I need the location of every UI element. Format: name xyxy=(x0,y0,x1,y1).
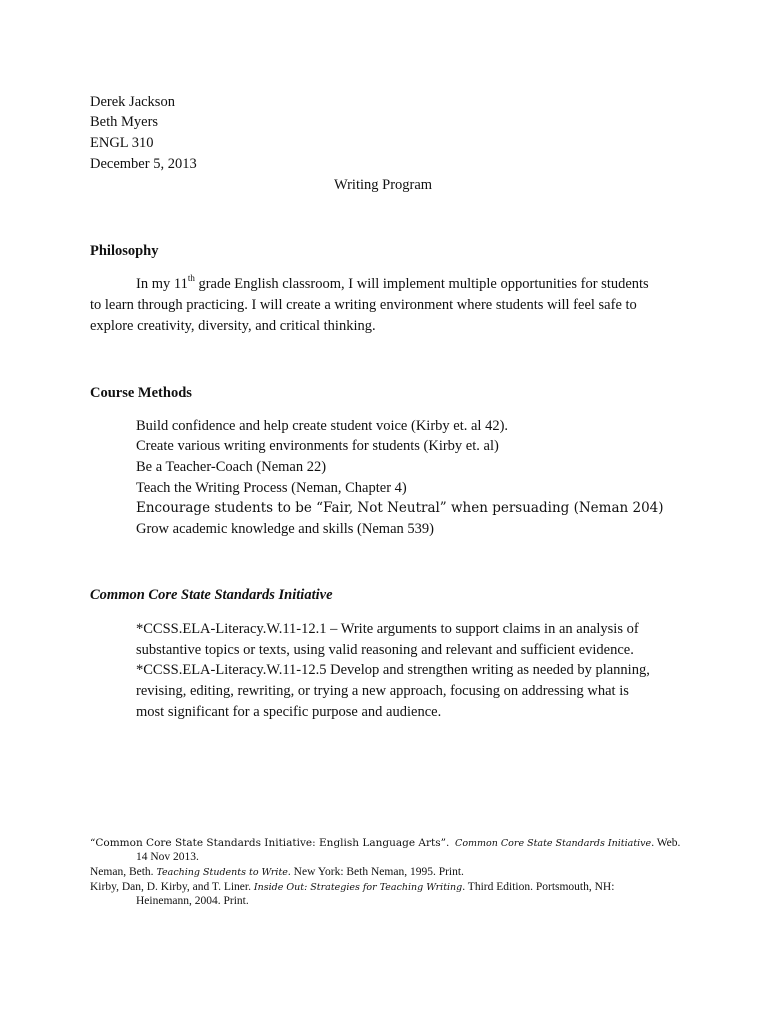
reference-3-tail: . Third Edition. Portsmouth, NH: xyxy=(462,881,615,893)
ordinal-suffix: th xyxy=(187,273,195,284)
philosophy-line-1 xyxy=(136,274,649,294)
standards-heading: Common Core State Standards Initiative xyxy=(90,587,333,603)
philosophy-line-1-start: In my 11 xyxy=(136,276,188,292)
method-item: Build confidence and help create student voice (Kirby et. al 42). xyxy=(136,418,509,434)
method-item: Grow academic knowledge and skills (Neman 539) xyxy=(136,521,434,537)
reference-2-tail: . New York: Beth Neman, 1995. Print. xyxy=(287,866,464,878)
reference-2-title: Teaching Students to Write xyxy=(156,867,288,878)
standard-line: *CCSS.ELA-Literacy.W.11-12.5 Develop and strengthen writing as needed by planning, xyxy=(136,662,650,678)
standard-line: *CCSS.ELA-Literacy.W.11-12.1 – Write arguments to support claims in an analysis of xyxy=(136,621,639,637)
instructor-name: Beth Myers xyxy=(90,114,159,130)
reference-1-title: “Common Core State Standards Initiative: English Language Arts”. xyxy=(90,837,450,849)
standard-line: substantive topics or texts, using valid reasoning and relevant and sufficient evidence. xyxy=(136,642,634,658)
course-code: ENGL 310 xyxy=(90,135,154,151)
philosophy-heading: Philosophy xyxy=(90,243,159,259)
document-date: December 5, 2013 xyxy=(90,156,197,172)
reference-2-author: Neman, Beth. xyxy=(90,866,157,878)
reference-1-source: Common Core State Standards Initiative xyxy=(455,838,652,849)
standard-line: most significant for a specific purpose and audience. xyxy=(136,704,442,720)
reference-2 xyxy=(90,865,464,880)
philosophy-line-2: to learn through practicing. I will create a writing environment where students will feel safe to xyxy=(90,297,637,313)
reference-3-title: Inside Out: Strategies for Teaching Writing xyxy=(253,882,463,893)
reference-3-continuation: Heinemann, 2004. Print. xyxy=(136,895,249,907)
philosophy-line-1-end: grade English classroom, I will implement multiple opportunities for students xyxy=(194,276,649,292)
reference-1-continuation: 14 Nov 2013. xyxy=(136,851,199,863)
method-item: Encourage students to be “Fair, Not Neutral” when persuading (Neman 204) xyxy=(136,500,664,516)
standard-line: revising, editing, rewriting, or trying a new approach, focusing on addressing what is xyxy=(136,683,629,699)
course-methods-heading: Course Methods xyxy=(90,385,192,401)
reference-1 xyxy=(90,836,680,851)
philosophy-line-3: explore creativity, diversity, and critical thinking. xyxy=(90,318,376,334)
document-title: Writing Program xyxy=(334,177,433,193)
author-name: Derek Jackson xyxy=(90,94,175,110)
method-item: Teach the Writing Process (Neman, Chapter 4) xyxy=(136,480,407,496)
method-item: Be a Teacher-Coach (Neman 22) xyxy=(136,459,327,475)
reference-1-tail: . Web. xyxy=(651,837,681,849)
method-item: Create various writing environments for students (Kirby et. al) xyxy=(136,438,499,454)
reference-3 xyxy=(90,880,614,895)
reference-3-authors: Kirby, Dan, D. Kirby, and T. Liner. xyxy=(90,881,254,893)
